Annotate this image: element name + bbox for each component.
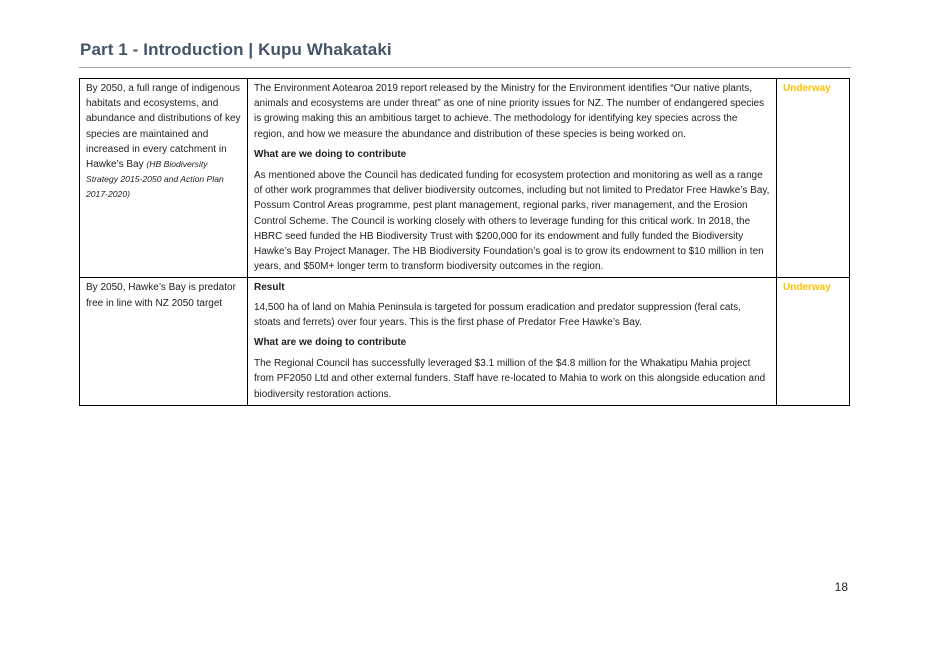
contribute-heading: What are we doing to contribute bbox=[254, 337, 407, 349]
status-badge: Underway bbox=[783, 282, 831, 294]
goal-text: By 2050, a full range of indigenous habitats and ecosystems, and abundance and distributions of key species are maintained and increased in every catchment in Hawke’s Bay bbox=[86, 83, 241, 171]
page-number: 18 bbox=[834, 580, 848, 594]
detail-cell bbox=[248, 79, 777, 278]
goal-text: By 2050, Hawke’s Bay is predator free in line with NZ 2050 target bbox=[86, 282, 236, 309]
status-cell bbox=[777, 79, 850, 278]
contribute-paragraph: As mentioned above the Council has dedicated funding for ecosystem protection and monitoring as well as a range of other work programmes that deliver biodiversity outcomes, including but not limited to Predator Free Hawke’s Bay, Possum Control Areas programme, pest plant management, regional parks, river management, and the Erosion Control Scheme. The Council is working closely with others to leverage funding for this critical work. In 2018, the HBRC seed funded the HB Biodiversity Trust with $200,000 for its endowment and fully funded the Biodiversity Hawke’s Bay Project Manager. The HB Biodiversity Foundation’s goal is to grow its endowment to $10 million in ten years, and $50M+ longer term to transform biodiversity outcomes in the region. bbox=[254, 170, 770, 273]
title-divider bbox=[79, 67, 851, 68]
result-paragraph: 14,500 ha of land on Mahia Peninsula is targeted for possum eradication and predator suppression (feral cats, stoats and ferrets) over four years. This is the first phase of Predator Free Hawke’s Bay. bbox=[254, 301, 741, 328]
goal-reference: (HB Biodiversity Strategy 2015-2050 and Action Plan 2017-2020) bbox=[86, 159, 224, 200]
table-row bbox=[80, 278, 850, 405]
detail-cell bbox=[248, 278, 777, 405]
progress-table bbox=[79, 78, 850, 406]
result-heading: Result bbox=[254, 282, 285, 294]
page-title: Part 1 - Introduction | Kupu Whakataki bbox=[80, 40, 392, 59]
contribute-paragraph: The Regional Council has successfully leveraged $3.1 million of the $4.8 million for the Whakatipu Mahia project from PF2050 Ltd and other external funders. Staff have re-located to Mahia to work on this alongside education and biodiversity restoration actions. bbox=[254, 358, 766, 400]
goal-cell bbox=[80, 79, 248, 278]
status-badge: Underway bbox=[783, 83, 831, 94]
status-cell bbox=[777, 278, 850, 405]
goal-cell bbox=[80, 278, 248, 405]
table-row bbox=[80, 79, 850, 278]
intro-paragraph: The Environment Aotearoa 2019 report released by the Ministry for the Environment identifies “Our native plants, animals and ecosystems are under threat” as one of nine priority issues for NZ. The number of endangered species is growing making this an ambitious target to achieve. The methodology for identifying key species across the region, and how we measure the abundance and distribution of these species is being worked on. bbox=[254, 83, 765, 140]
contribute-heading: What are we doing to contribute bbox=[254, 148, 407, 160]
